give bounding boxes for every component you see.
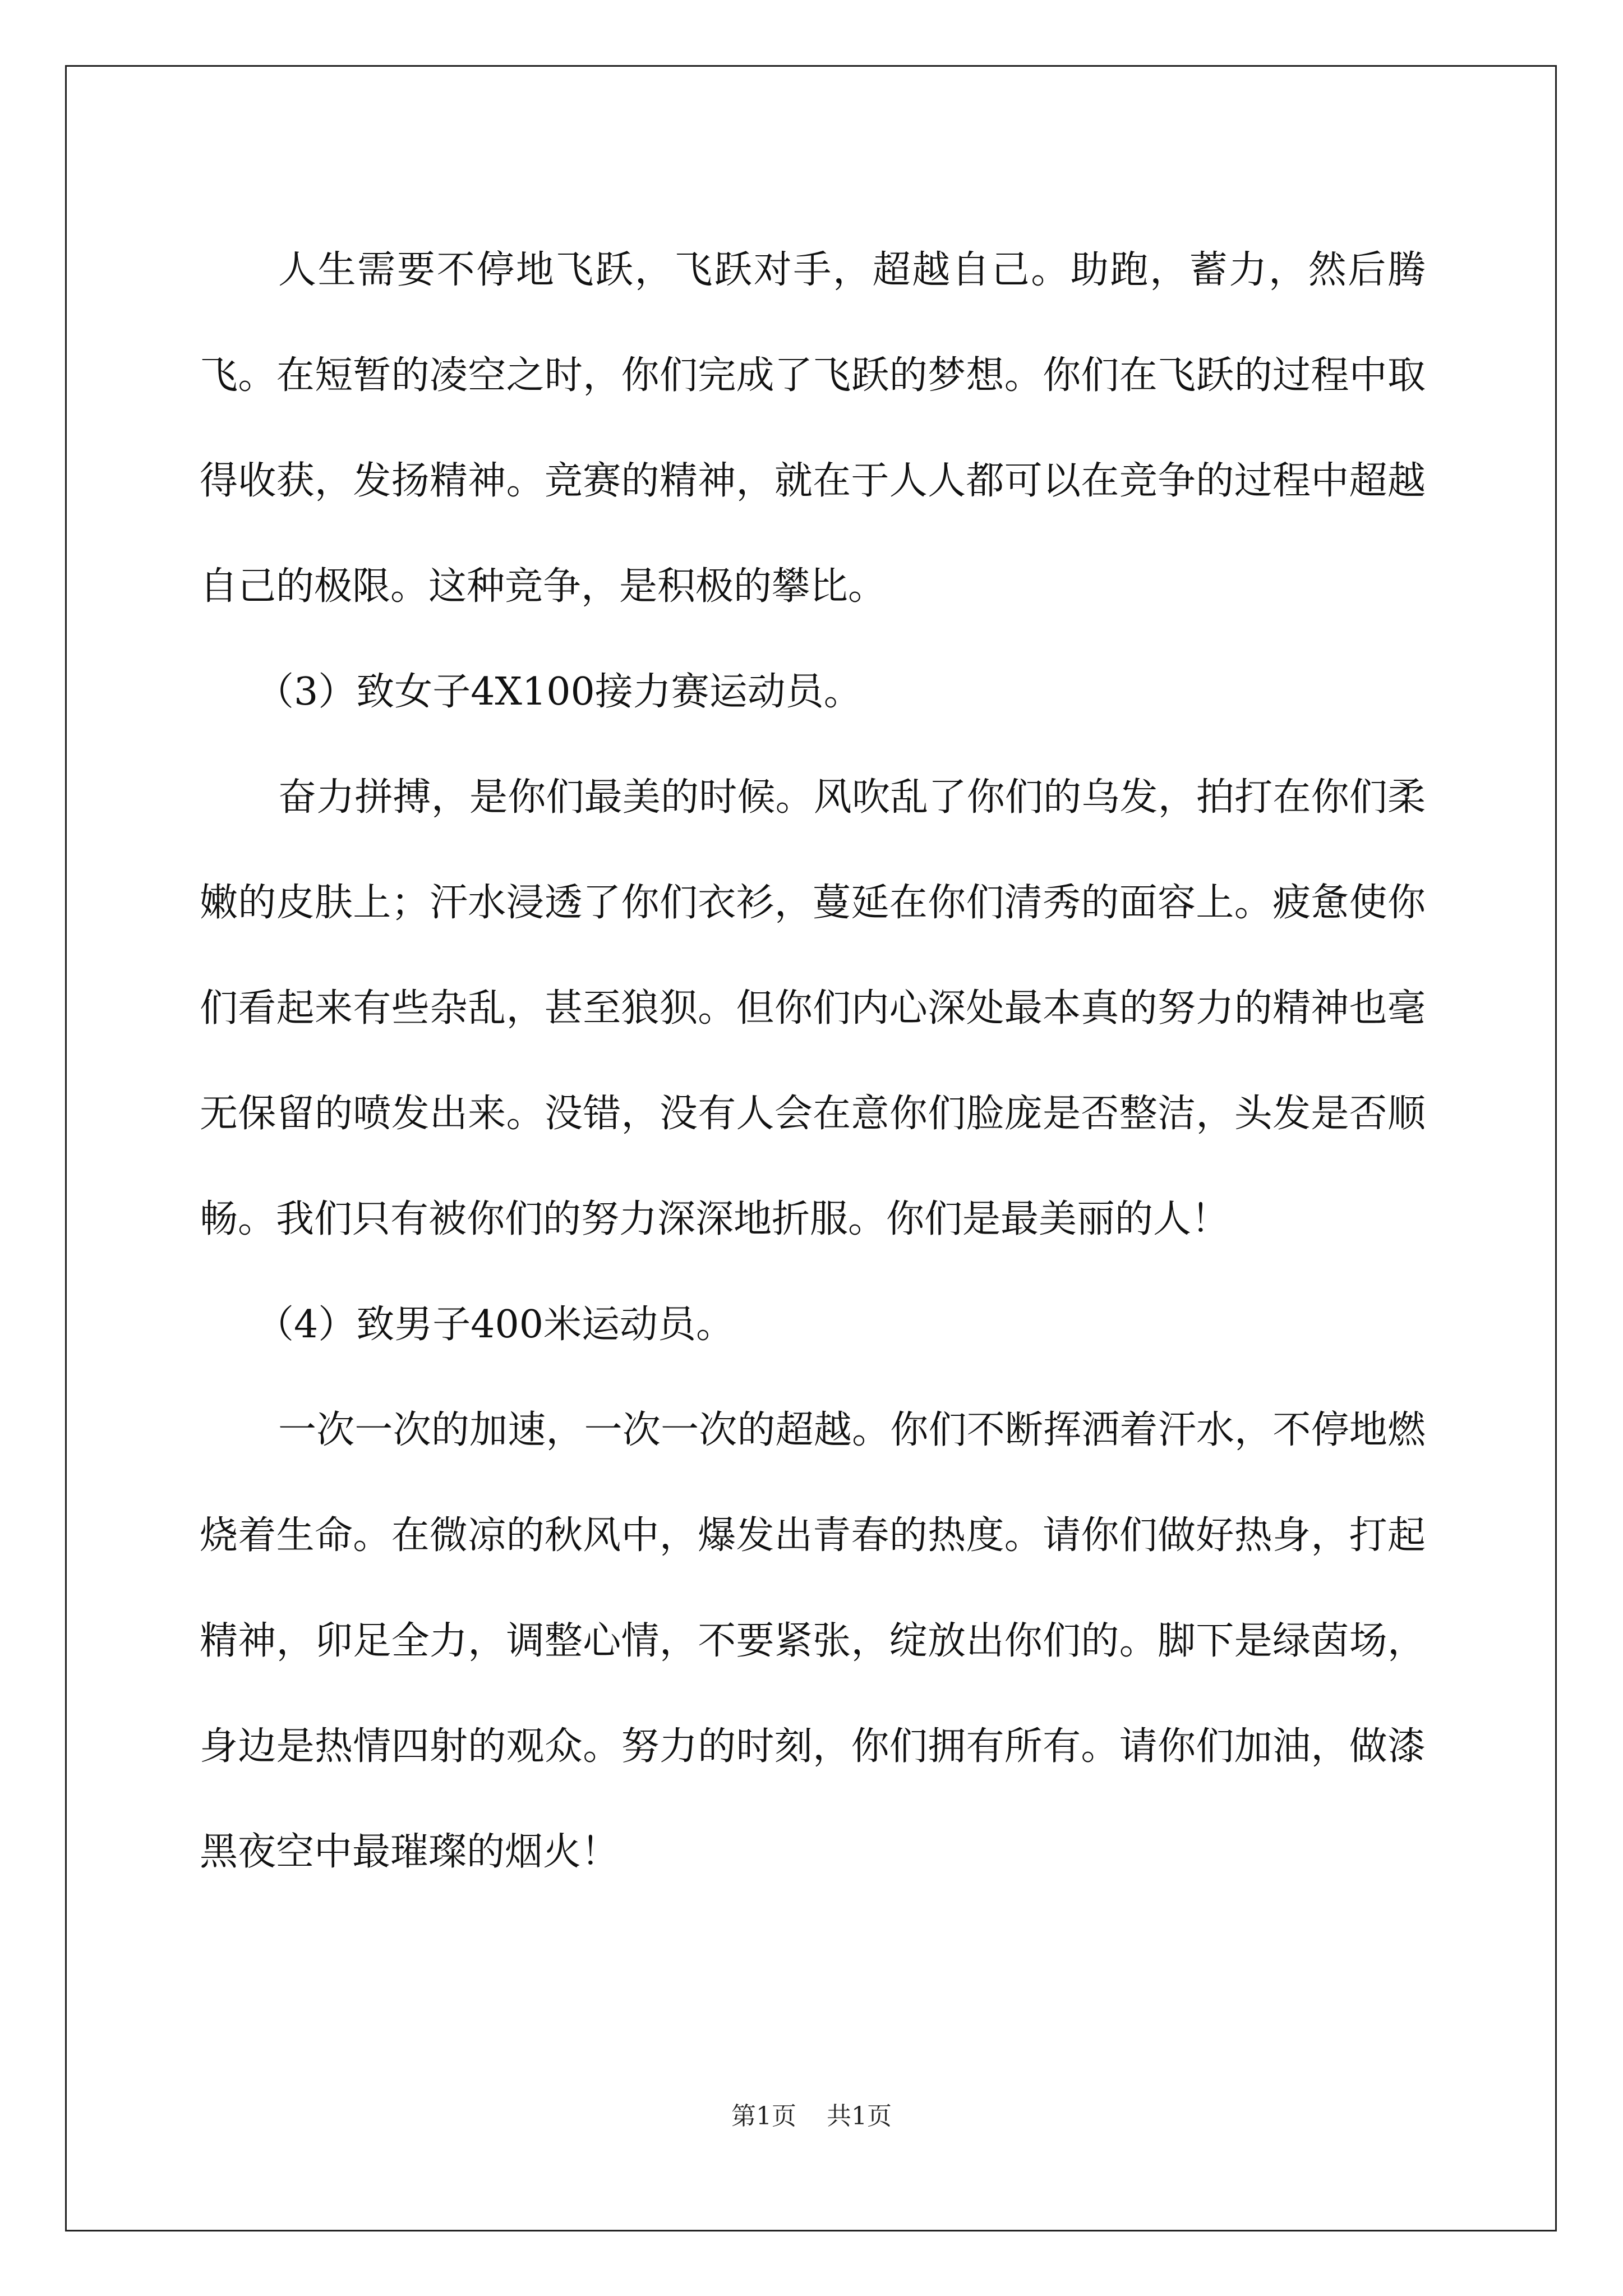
document-body: [200, 218, 1426, 1905]
page-footer: [0, 2096, 1623, 2132]
paragraph: 一次一次的加速，一次一次的超越。你们不断挥洒着汗水，不停地燃烧着生命。在微凉的秋风中，爆发出青春的热度。请你们做好热身，打起精神，卯足全力，调整心情，不要紧张，绽放出你们的。脚下是绿茵场，身边是热情四射的观众。努力的时刻，你们拥有所有。请你们加油，做漆黑夜空中最璀璨的烟火！: [200, 1408, 1426, 1874]
section-heading: （4）致男子400米运动员。: [256, 1303, 735, 1347]
paragraph: 奋力拼搏，是你们最美的时候。风吹乱了你们的乌发，拍打在你们柔嫩的皮肤上；汗水浸透了你们衣衫，蔓延在你们清秀的面容上。疲惫使你们看起来有些杂乱，甚至狼狈。但你们内心深处最本真的努力的精神也毫无保留的喷发出来。没错，没有人会在意你们脸庞是否整洁，头发是否顺畅。我们只有被你们的努力深深地折服。你们是最美丽的人！: [200, 775, 1426, 1241]
section-heading: （3）致女子4X100接力赛运动员。: [256, 670, 862, 714]
page-total: 共1页: [827, 2102, 892, 2131]
page-number: 第1页: [731, 2102, 796, 2131]
paragraph: 人生需要不停地飞跃，飞跃对手，超越自己。助跑，蓄力，然后腾飞。在短暂的凌空之时，你们完成了飞跃的梦想。你们在飞跃的过程中取得收获，发扬精神。竞赛的精神，就在于人人都可以在竞争的过程中超越自己的极限。这种竞争，是积极的攀比。: [200, 248, 1426, 609]
